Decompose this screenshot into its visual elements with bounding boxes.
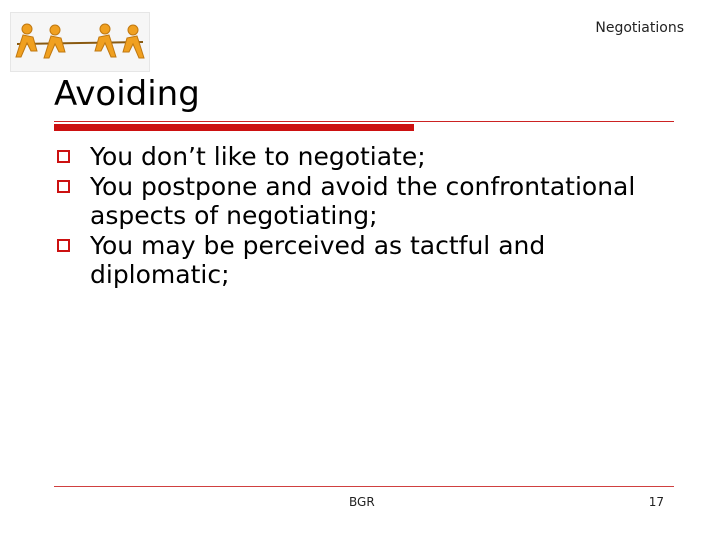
hollow-square-bullet-icon: [57, 150, 70, 163]
title-underline-thick: [54, 124, 414, 131]
bullet-text: You don’t like to negotiate;: [90, 142, 426, 171]
bullet-text: You postpone and avoid the confrontational aspects of negotiating;: [90, 171, 636, 230]
tug-of-war-logo: [10, 12, 150, 72]
footer-author: BGR: [349, 495, 375, 509]
slide-title: Avoiding: [54, 74, 200, 114]
header-title: Negotiations: [595, 20, 684, 36]
tug-of-war-figures-icon: [11, 13, 149, 71]
bullet-item: [54, 142, 674, 172]
hollow-square-bullet-icon: [57, 180, 70, 193]
title-underline-thin: [54, 121, 674, 122]
hollow-square-bullet-icon: [57, 239, 70, 252]
bullet-text: You may be perceived as tactful and diplomatic;: [90, 230, 546, 289]
bullet-list: [54, 142, 674, 290]
bullet-item: [54, 231, 674, 290]
footer-divider: [54, 486, 674, 487]
bullet-item: [54, 172, 674, 231]
page-number: 17: [648, 495, 664, 509]
